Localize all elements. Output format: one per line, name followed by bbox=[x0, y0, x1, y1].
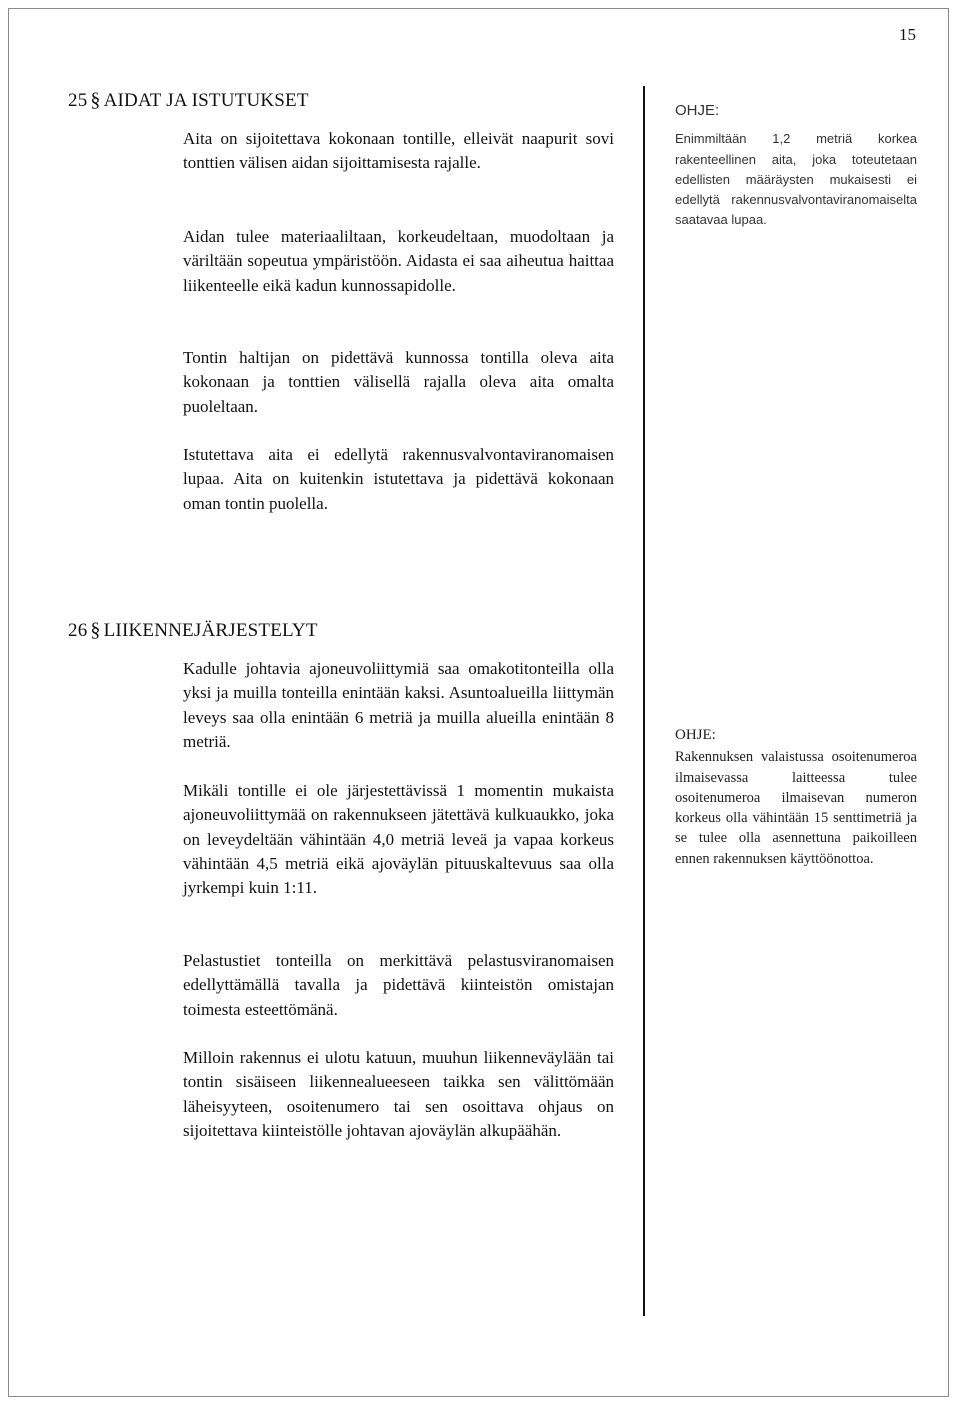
section-26-paragraph-2: Mikäli tontille ei ole järjestettävissä 1 momentin mukaista ajoneuvoliittymää on rakennukseen jätettävä kulkuaukko, joka on leveydeltään vähintään 4,0 metriä leveä ja vapaa korkeus vähintään 4,5 metriä eikä ajoväylän pituuskaltevuus saa olla jyrkempi kuin 1:11. bbox=[183, 781, 614, 898]
section-sign: § bbox=[90, 619, 101, 641]
section-25-paragraph-1: Aita on sijoitettava kokonaan tontille, elleivät naapurit sovi tonttien välisen aidan sijoittamisesta rajalle. bbox=[183, 129, 614, 173]
section-25-paragraph-2: Aidan tulee materiaaliltaan, korkeudeltaan, muodoltaan ja väriltään sopeutua ympäristöön. Aidasta ei saa aiheutua haittaa liikenteelle eikä kadun kunnossapidolle. bbox=[183, 227, 614, 295]
section-25-heading bbox=[68, 89, 309, 112]
section-26-number: 26 bbox=[68, 620, 88, 641]
section-25-title: AIDAT JA ISTUTUKSET bbox=[103, 90, 309, 111]
column-divider bbox=[643, 86, 645, 1316]
section-25-paragraph-3: Tontin haltijan on pidettävä kunnossa tontilla oleva aita kokonaan ja tonttien välisellä rajalla oleva aita omalta puoleltaan. bbox=[183, 348, 614, 416]
document-page bbox=[8, 8, 949, 1397]
page-number: 15 bbox=[899, 25, 916, 44]
section-26-heading bbox=[68, 619, 318, 642]
section-25-guidance-note bbox=[675, 101, 917, 231]
note-text: Enimmiltään 1,2 metriä korkea rakenteellinen aita, joka toteutetaan edellisten määräysten mukaisesti ei edellytä rakennusvalvontaviranomaiselta saatavaa lupaa. bbox=[675, 131, 917, 228]
section-26-guidance-note bbox=[675, 725, 917, 869]
section-26-paragraph-3: Pelastustiet tonteilla on merkittävä pelastusviranomaisen edellyttämällä tavalla ja pidettävä kiinteistön omistajan toimesta esteettömänä. bbox=[183, 951, 614, 1019]
section-25-paragraph-4: Istutettava aita ei edellytä rakennusvalvontaviranomaisen lupaa. Aita on kuitenkin istutettava ja pidettävä kokonaan oman tontin puolella. bbox=[183, 445, 614, 513]
section-26-title: LIIKENNEJÄRJESTELYT bbox=[103, 620, 318, 641]
section-sign: § bbox=[90, 89, 101, 111]
section-26-paragraph-1: Kadulle johtavia ajoneuvoliittymiä saa omakotitonteilla olla yksi ja muilla tonteilla enintään kaksi. Asuntoalueilla liittymän leveys saa olla enintään 6 metriä ja muilla alueilla enintään 8 metriä. bbox=[183, 659, 614, 751]
section-25-number: 25 bbox=[68, 90, 88, 111]
note-label: OHJE: bbox=[675, 102, 720, 119]
note-label: OHJE: bbox=[675, 727, 716, 743]
note-text: Rakennuksen valaistussa osoitenumeroa ilmaisevassa laitteessa tulee osoitenumeroa ilmaisevan numeron korkeus olla vähintään 15 senttimetriä ja se tulee olla asennettuna paikoilleen ennen rakennuksen käyttöönottoa. bbox=[675, 749, 917, 867]
section-26-paragraph-4: Milloin rakennus ei ulotu katuun, muuhun liikenneväylään tai tontin sisäiseen liikennealueeseen taikka sen välittömään läheisyyteen, osoitenumero tai sen osoittava ohjaus on sijoitettava kiinteistölle johtavan ajoväylän alkupäähän. bbox=[183, 1048, 614, 1140]
